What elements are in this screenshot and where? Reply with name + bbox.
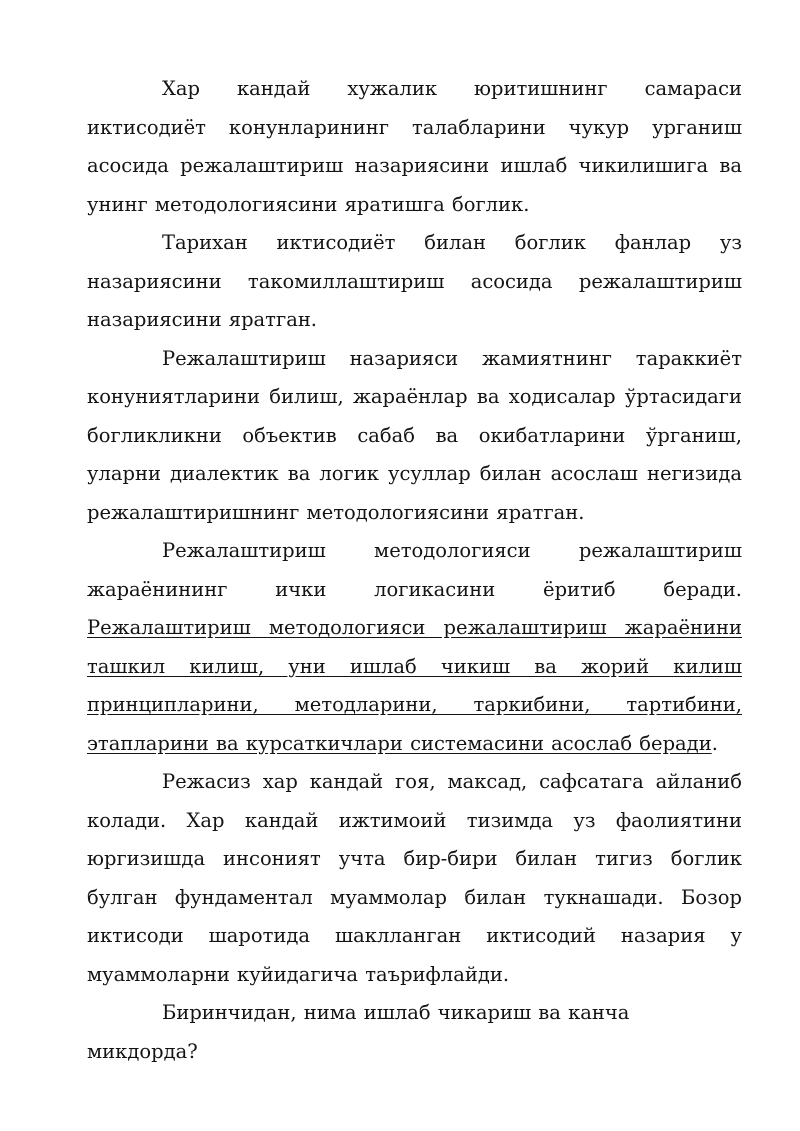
paragraph-4-text: Режалаштириш методологияси режалаштириш жараёнининг ички логикасини ёритиб беради.: [87, 539, 742, 601]
paragraph-1-text: Хар кандай хужалик юритишнинг самараси иктисодиёт конунларининг талабларини чукур урганиш асосида режалаштириш назариясини ишлаб чикилишига ва унинг методологиясини яратишга боглик.: [87, 77, 742, 216]
paragraph-5: [87, 763, 742, 994]
paragraph-2-text: Тарихан иктисодиёт билан боглик фанлар уз назариясини такомиллаштириш асосида режалаштириш назариясини яратган.: [87, 231, 742, 331]
paragraph-4: [87, 532, 742, 763]
paragraph-3-text: Режалаштириш назарияси жамиятнинг тараккиёт конуниятларини билиш, жараёнлар ва ходисалар ўртасидаги богликликни объектив сабаб ва окибатларини ўрганиш, уларни диалектик ва логик усуллар билан асослаш негизида режалаштиришнинг методологиясини яратган.: [87, 346, 742, 524]
paragraph-2: [87, 224, 742, 340]
paragraph-6: [87, 994, 742, 1071]
paragraph-5-text: Режасиз хар кандай гоя, максад, сафсатага айланиб колади. Хар кандай ижтимоий тизимда уз фаолиятини юргизишда инсоният учта бир-бири билан тигиз боглик булган фундаментал муаммолар билан тукнашади. Бозор иктисоди шаротида шаклланган иктисодий назария у муаммоларни куйидагича таърифлайди.: [87, 770, 742, 986]
paragraph-4-underlined-text: Режалаштириш методологияси режалаштириш жараёнини ташкил килиш, уни ишлаб чикиш ва жорий килиш принципларини, методларини, таркибини, тартибини, этапларини ва курсаткичлари системасини асослаб беради: [87, 616, 742, 755]
paragraph-3: [87, 340, 742, 533]
paragraph-4-tail: .: [711, 731, 718, 755]
paragraph-6-text: Биринчидан, нима ишлаб чикариш ва канча микдорда?: [87, 1001, 630, 1063]
paragraph-1: [87, 70, 742, 224]
